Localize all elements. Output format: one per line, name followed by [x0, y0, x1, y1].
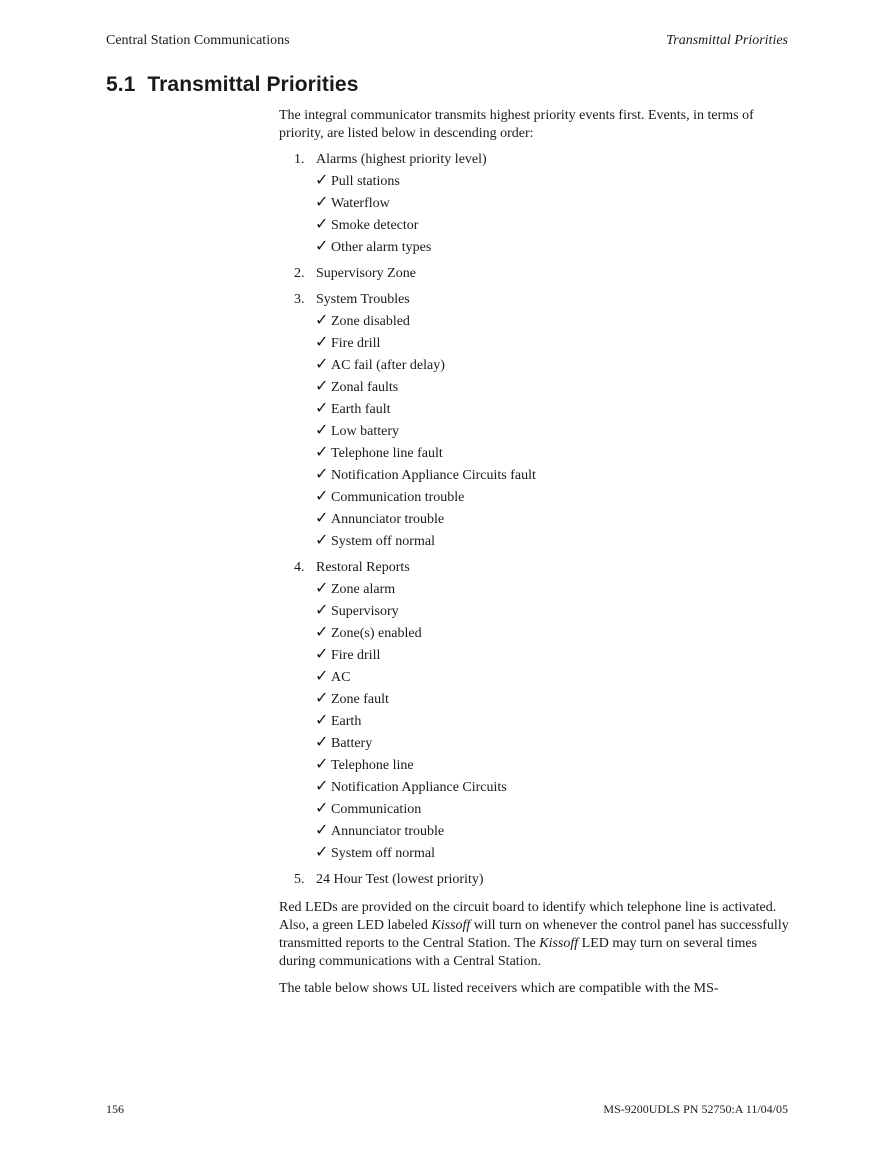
event-item [315, 753, 789, 775]
priority-number: 3. [294, 292, 305, 307]
event-item [315, 331, 789, 353]
event-label: Other alarm types [331, 240, 432, 255]
event-label: Notification Appliance Circuits fault [331, 468, 536, 483]
event-item [315, 819, 789, 841]
intro-paragraph: The integral communicator transmits highest priority events first. Events, in terms of priority, are listed below in descending order: [279, 108, 754, 141]
priority-number: 2. [294, 266, 305, 281]
event-label: Telephone line fault [331, 446, 443, 461]
running-header-chapter: Central Station Communications [106, 33, 290, 48]
event-label: Communication trouble [331, 490, 465, 505]
priority-item [279, 871, 789, 889]
event-item [315, 485, 789, 507]
leds-text-3: LED may turn on several times during communications with a Central Station. [279, 936, 757, 969]
event-item [315, 529, 789, 551]
event-item [315, 309, 789, 331]
checkmark-icon: ✓ [315, 600, 329, 619]
event-item [315, 841, 789, 863]
event-item [315, 599, 789, 621]
priority-number: 4. [294, 560, 305, 575]
checkmark-icon: ✓ [315, 508, 329, 527]
event-item [315, 235, 789, 257]
event-label: Annunciator trouble [331, 824, 445, 839]
event-item [315, 643, 789, 665]
priority-item [279, 559, 789, 863]
priority-label: System Troubles [316, 292, 410, 307]
checkmark-icon: ✓ [315, 666, 329, 685]
event-label: AC [331, 670, 351, 685]
priority-heading [279, 559, 789, 577]
event-label: Telephone line [331, 758, 414, 773]
priority-label: Supervisory Zone [316, 266, 416, 281]
event-item [315, 375, 789, 397]
running-header-section: Transmittal Priorities [666, 33, 788, 48]
kissoff-term: Kissoff [431, 918, 471, 933]
leds-text-2: will turn on whenever the control panel has successfully transmitted reports to the Central Station. The [279, 918, 789, 951]
event-label: Supervisory [331, 604, 399, 619]
event-label: Waterflow [331, 196, 390, 211]
event-label: Annunciator trouble [331, 512, 445, 527]
event-sublist [279, 169, 789, 257]
checkmark-icon: ✓ [315, 170, 329, 189]
checkmark-icon: ✓ [315, 732, 329, 751]
event-item [315, 797, 789, 819]
table-intro-paragraph: The table below shows UL listed receivers which are compatible with the MS- [279, 981, 719, 996]
event-label: Low battery [331, 424, 400, 439]
event-label: AC fail (after delay) [331, 358, 445, 373]
section-number: 5.1 [106, 73, 136, 96]
priority-item [279, 291, 789, 551]
checkmark-icon: ✓ [315, 530, 329, 549]
priority-label: Alarms (highest priority level) [316, 152, 487, 167]
event-item [315, 191, 789, 213]
body-column [279, 107, 789, 998]
page-number: 156 [106, 1102, 124, 1116]
event-item [315, 169, 789, 191]
event-item [315, 213, 789, 235]
event-label: System off normal [331, 846, 435, 861]
priority-number: 5. [294, 872, 305, 887]
leds-text-1: Red LEDs are provided on the circuit board to identify which telephone line is activated. Also, a green LED labeled [279, 900, 777, 933]
event-label: Zonal faults [331, 380, 399, 395]
event-item [315, 709, 789, 731]
event-label: Smoke detector [331, 218, 419, 233]
priority-item [279, 265, 789, 283]
event-sublist [279, 309, 789, 551]
event-item [315, 687, 789, 709]
checkmark-icon: ✓ [315, 192, 329, 211]
event-label: Zone disabled [331, 314, 410, 329]
priority-heading [279, 871, 789, 889]
priority-label: Restoral Reports [316, 560, 410, 575]
event-label: Earth fault [331, 402, 391, 417]
checkmark-icon: ✓ [315, 420, 329, 439]
event-item [315, 731, 789, 753]
event-item [315, 507, 789, 529]
event-label: Communication [331, 802, 422, 817]
event-label: Earth [331, 714, 362, 729]
event-sublist [279, 577, 789, 863]
event-label: Zone alarm [331, 582, 396, 597]
priority-label: 24 Hour Test (lowest priority) [316, 872, 484, 887]
event-label: Battery [331, 736, 373, 751]
checkmark-icon: ✓ [315, 464, 329, 483]
checkmark-icon: ✓ [315, 578, 329, 597]
checkmark-icon: ✓ [315, 710, 329, 729]
event-item [315, 419, 789, 441]
checkmark-icon: ✓ [315, 486, 329, 505]
leds-paragraph [279, 899, 789, 971]
event-label: Zone fault [331, 692, 389, 707]
event-label: System off normal [331, 534, 435, 549]
priority-list [279, 151, 789, 889]
event-label: Fire drill [331, 336, 381, 351]
checkmark-icon: ✓ [315, 310, 329, 329]
event-item [315, 397, 789, 419]
checkmark-icon: ✓ [315, 376, 329, 395]
section-title [106, 73, 358, 97]
checkmark-icon: ✓ [315, 398, 329, 417]
event-item [315, 441, 789, 463]
event-item [315, 463, 789, 485]
checkmark-icon: ✓ [315, 354, 329, 373]
document-id: MS-9200UDLS PN 52750:A 11/04/05 [603, 1102, 788, 1116]
event-item [315, 577, 789, 599]
checkmark-icon: ✓ [315, 688, 329, 707]
event-label: Pull stations [331, 174, 400, 189]
event-item [315, 665, 789, 687]
priority-heading [279, 151, 789, 169]
event-item [315, 775, 789, 797]
checkmark-icon: ✓ [315, 442, 329, 461]
priority-heading [279, 265, 789, 283]
checkmark-icon: ✓ [315, 776, 329, 795]
event-label: Fire drill [331, 648, 381, 663]
checkmark-icon: ✓ [315, 644, 329, 663]
priority-item [279, 151, 789, 257]
event-item [315, 621, 789, 643]
checkmark-icon: ✓ [315, 754, 329, 773]
kissoff-term: Kissoff [539, 936, 579, 951]
checkmark-icon: ✓ [315, 236, 329, 255]
event-label: Zone(s) enabled [331, 626, 422, 641]
section-title-text: Transmittal Priorities [147, 73, 359, 96]
checkmark-icon: ✓ [315, 842, 329, 861]
checkmark-icon: ✓ [315, 820, 329, 839]
event-label: Notification Appliance Circuits [331, 780, 507, 795]
checkmark-icon: ✓ [315, 622, 329, 641]
priority-number: 1. [294, 152, 305, 167]
checkmark-icon: ✓ [315, 798, 329, 817]
checkmark-icon: ✓ [315, 332, 329, 351]
checkmark-icon: ✓ [315, 214, 329, 233]
priority-heading [279, 291, 789, 309]
event-item [315, 353, 789, 375]
